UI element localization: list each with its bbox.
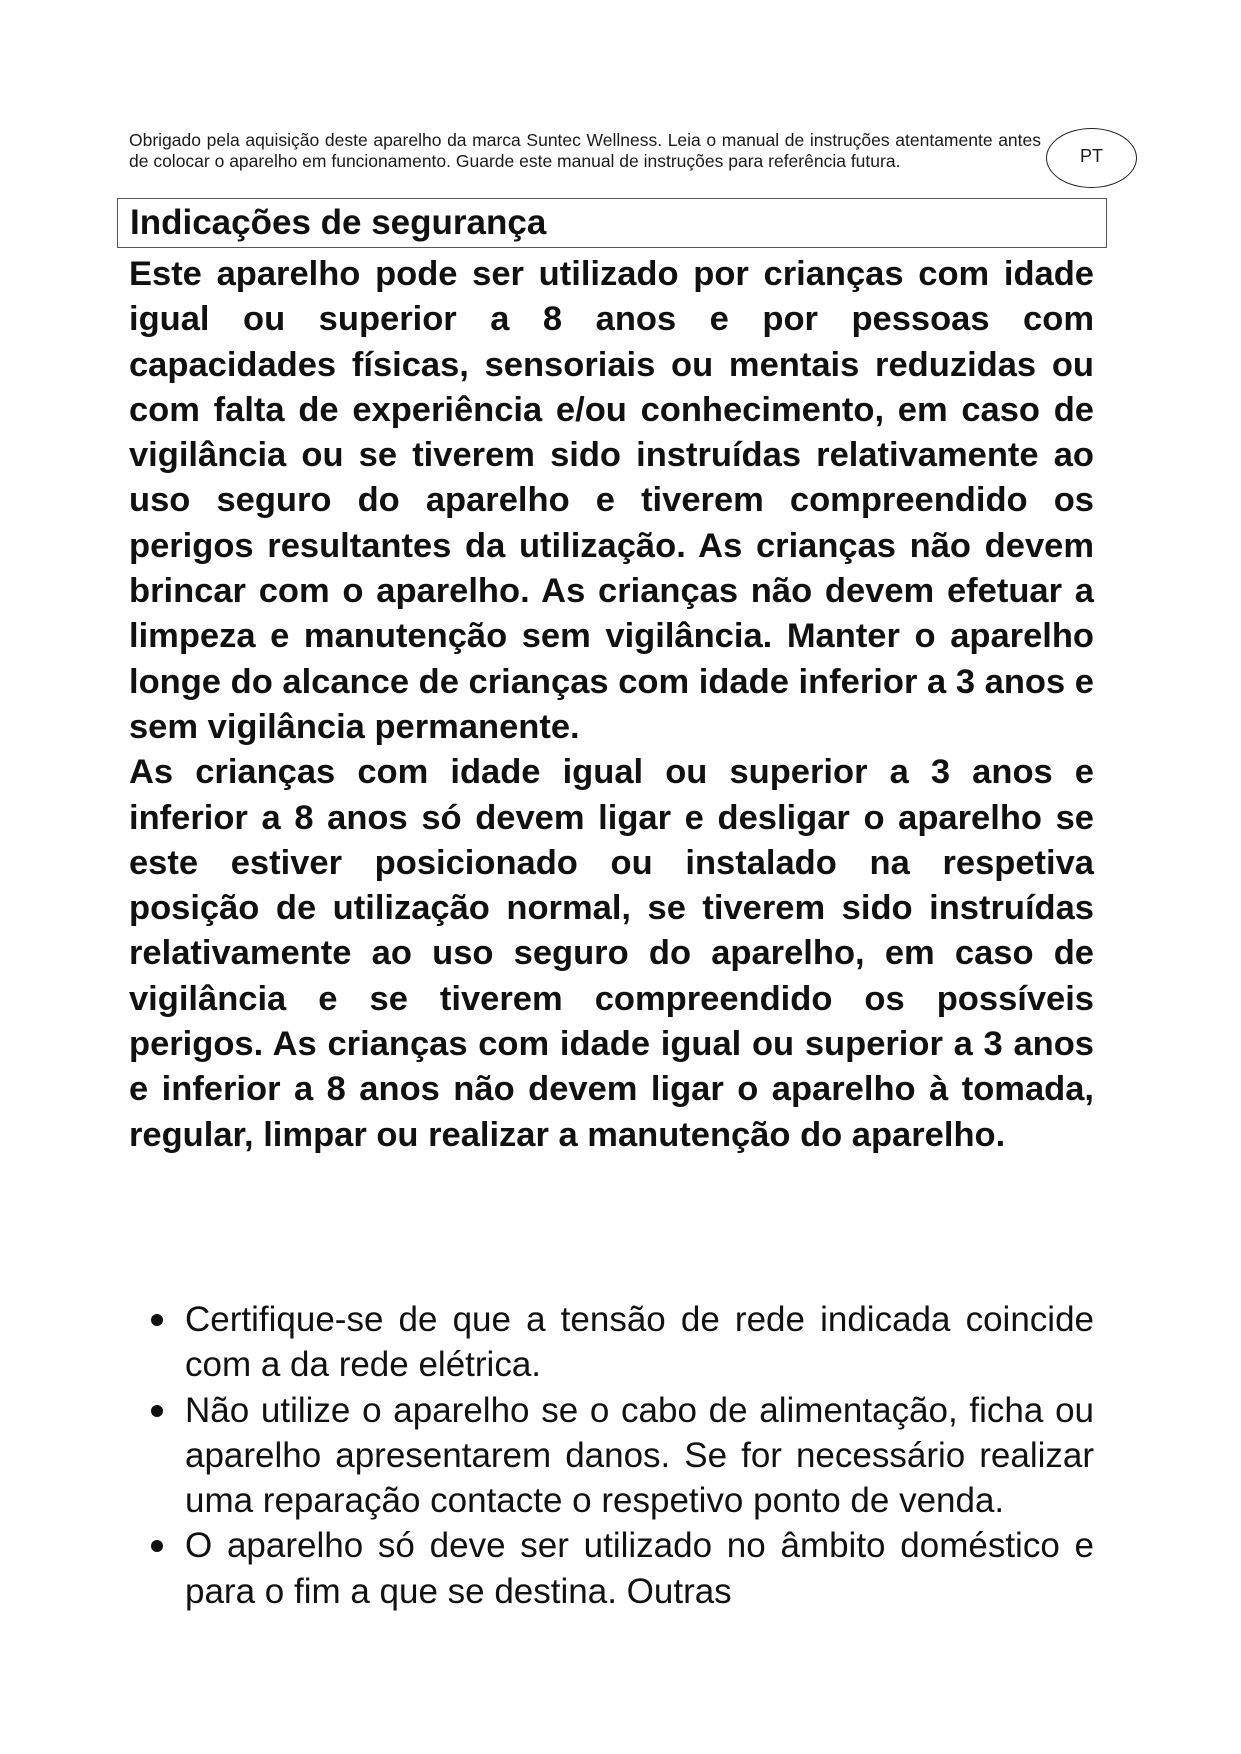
list-item-text: O aparelho só deve ser utilizado no âmbito doméstico e para o fim a que se destina. Outras: [185, 1526, 1094, 1611]
warning-paragraph: Este aparelho pode ser utilizado por crianças com idade igual ou superior a 8 anos e por pessoas com capacidades físicas, sensoriais ou mentais reduzidas ou com falta de experiência e/ou conhecimento, em caso de vigilância ou se tiverem sido instruídas relativamente ao uso seguro do aparelho e tiverem compreendido os perigos resultantes da utilização. As crianças não devem brincar com o aparelho. As crianças não devem efetuar a limpeza e manutenção sem vigilância. Manter o aparelho longe do alcance de crianças com idade inferior a 3 anos e sem vigilância permanente.: [129, 255, 1094, 746]
language-badge-label: PT: [1079, 145, 1103, 166]
list-item-text: Não utilize o aparelho se o cabo de alimentação, ficha ou aparelho apresentarem danos. Se for necessário realizar uma reparação contacte o respetivo ponto de venda.: [185, 1390, 1094, 1521]
list-item: [129, 1297, 1094, 1388]
list-item: [129, 1388, 1094, 1524]
language-badge: [1046, 128, 1137, 188]
safety-warnings: [129, 252, 1094, 1158]
section-title: Indicações de segurança: [130, 203, 547, 242]
bullet-icon: [151, 1405, 163, 1417]
bullet-icon: [151, 1314, 163, 1326]
section-title-box: [117, 198, 1107, 248]
intro-paragraph: Obrigado pela aquisição deste aparelho da marca Suntec Wellness. Leia o manual de instruções atentamente antes de colocar o aparelho em funcionamento. Guarde este manual de instruções para referência futura.: [129, 130, 1041, 171]
list-item: [129, 1523, 1094, 1614]
bullet-icon: [151, 1540, 163, 1552]
warning-paragraph: As crianças com idade igual ou superior a 3 anos e inferior a 8 anos só devem ligar e desligar o aparelho se este estiver posicionado ou instalado na respetiva posição de utilização normal, se tiverem sido instruídas relativamente ao uso seguro do aparelho, em caso de vigilância e se tiverem compreendido os possíveis perigos. As crianças com idade igual ou superior a 3 anos e inferior a 8 anos não devem ligar o aparelho à tomada, regular, limpar ou realizar a manutenção do aparelho.: [129, 753, 1094, 1154]
safety-bullet-list: [129, 1297, 1094, 1614]
list-item-text: Certifique-se de que a tensão de rede indicada coincide com a da rede elétrica.: [185, 1300, 1094, 1385]
